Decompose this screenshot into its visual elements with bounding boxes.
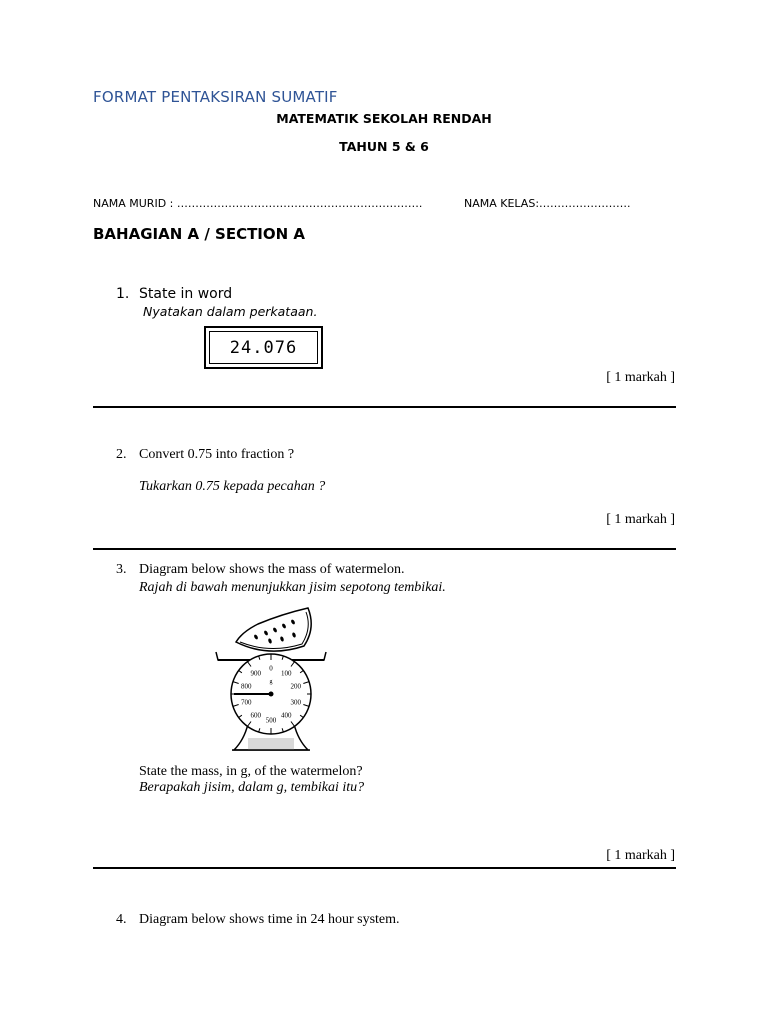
dial-label: 900	[250, 669, 261, 678]
question-3-subtext: State the mass, in g, of the watermelon?	[139, 764, 363, 779]
dial-label: 100	[281, 669, 292, 678]
document-title: FORMAT PENTAKSIRAN SUMATIF	[93, 88, 338, 106]
question-2-number: 2.	[116, 447, 127, 462]
question-4-text: Diagram below shows time in 24 hour system.	[139, 912, 400, 927]
question-3-text-malay: Rajah di bawah menunjukkan jisim sepotong tembikai.	[139, 580, 446, 595]
question-3-number: 3.	[116, 562, 127, 577]
question-2-marks: [ 1 markah ]	[606, 512, 675, 527]
question-1-text-malay: Nyatakan dalam perkataan.	[143, 304, 318, 319]
question-1-number: 1.	[116, 286, 130, 302]
dial-label: 300	[290, 698, 301, 707]
question-4-number: 4.	[116, 912, 127, 927]
question-3-text: Diagram below shows the mass of watermelon.	[139, 562, 405, 577]
student-name-field: NAMA MURID : ………………………………………………………….	[93, 197, 423, 210]
weighing-scale-diagram	[208, 604, 334, 756]
year-heading: TAHUN 5 & 6	[339, 139, 429, 154]
subject-heading: MATEMATIK SEKOLAH RENDAH	[276, 111, 492, 126]
divider	[93, 406, 676, 408]
number-box	[204, 326, 323, 369]
question-1-text: State in word	[139, 286, 233, 302]
question-3-marks: [ 1 markah ]	[606, 848, 675, 863]
section-heading: BAHAGIAN A / SECTION A	[93, 225, 306, 243]
question-2-text: Convert 0.75 into fraction ?	[139, 447, 295, 462]
watermelon-icon	[236, 608, 311, 651]
number-value: 24.076	[209, 331, 318, 364]
question-1-marks: [ 1 markah ]	[606, 370, 675, 385]
divider	[93, 548, 676, 550]
question-3-subtext-malay: Berapakah jisim, dalam g, tembikai itu?	[139, 780, 365, 795]
dial-label: 600	[250, 711, 261, 720]
divider	[93, 867, 676, 869]
class-name-field: NAMA KELAS:…………………….	[464, 197, 631, 210]
dial-label: 400	[281, 711, 292, 720]
dial-label: 800	[241, 682, 252, 691]
dial-label: 500	[265, 716, 277, 725]
question-2-text-malay: Tukarkan 0.75 kepada pecahan ?	[139, 479, 326, 494]
dial-pivot	[269, 692, 274, 697]
dial-label: 700	[241, 698, 252, 707]
dial-label: 200	[290, 682, 301, 691]
dial-label: 0	[269, 664, 273, 673]
dial-unit: g	[269, 679, 273, 685]
scale-dial	[231, 654, 311, 734]
